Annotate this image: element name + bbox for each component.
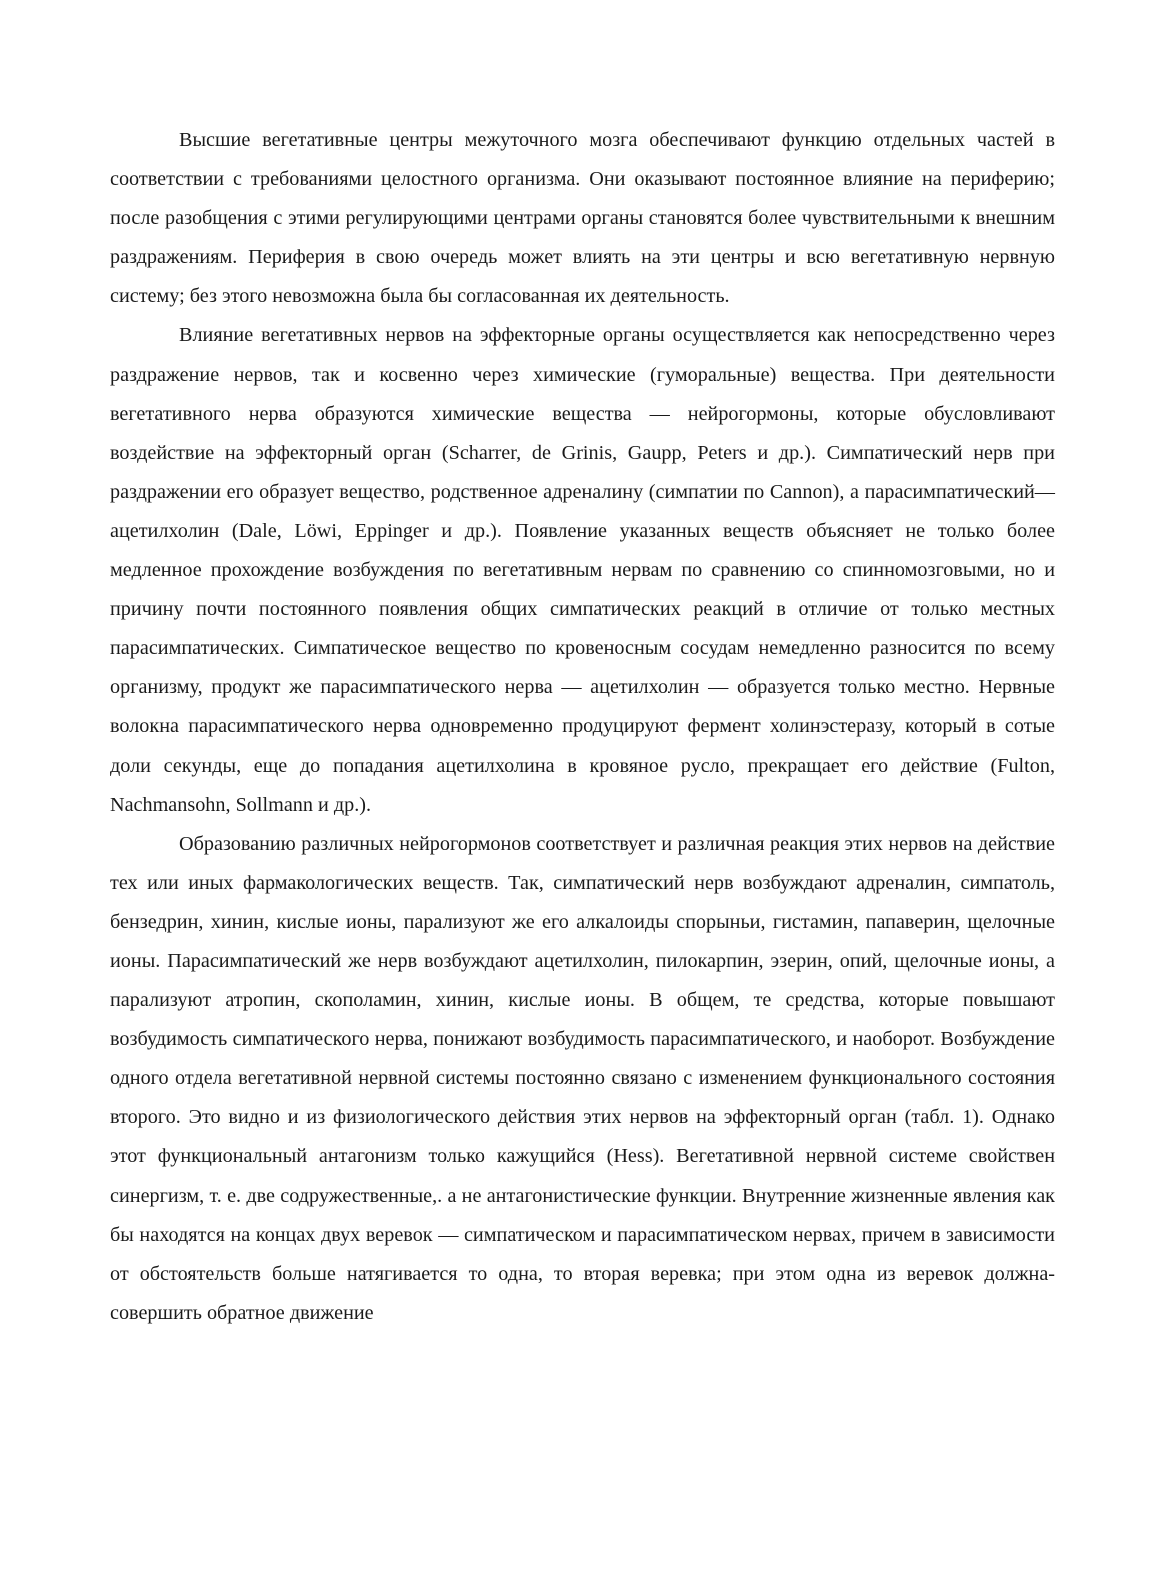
body-text [110, 121, 1055, 1333]
paragraph-2: Влияние вегетативных нервов на эффекторные органы осуществляется как непосредственно через раздражение нервов, так и косвенно через химические (гуморальные) вещества. При деятельности вегетативного нерва образуются химические вещества — нейрогормоны, которые обусловливают воздействие на эффекторный орган (Scharrer, de Grinis, Gaupp, Peters и др.). Симпатический нерв при раздражении его образует вещество, родственное адреналину (симпатии по Cannon), а парасимпатический— ацетилхолин (Dale, Löwi, Eppinger и др.). Появление указанных веществ объясняет не только более медленное прохождение возбуждения по вегетативным нервам по сравнению со спинномозговыми, но и причину почти постоянного появления общих симпатических реакций в отличие от только местных парасимпатических. Симпатическое вещество по кровеносным сосудам немедленно разносится по всему организму, продукт же парасимпатического нерва — ацетилхолин — образуется только местно. Нервные волокна парасимпатического нерва одновременно продуцируют фермент холинэстеразу, который в сотые доли секунды, еще до попадания ацетилхолина в кровяное русло, прекращает его действие (Fulton, Nachmansohn, Sollmann и др.). [110, 324, 1055, 816]
paragraph-1: Высшие вегетативные центры межуточного мозга обеспечивают функцию отдельных частей в соответствии с требованиями целостного организма. Они оказывают постоянное влияние на периферию; после разобщения с этими регулирующими центрами органы становятся более чувствительными к внешним раздражениям. Периферия в свою очередь может влиять на эти центры и всю вегетативную нервную систему; без этого невозможна была бы согласованная их деятельность. [110, 129, 1055, 308]
paragraph-3: Образованию различных нейрогормонов соответствует и различная реакция этих нервов на действие тех или иных фармакологических веществ. Так, симпатический нерв возбуждают адреналин, симпатоль, бензедрин, хинин, кислые ионы, парализуют же его алкалоиды спорыньи, гистамин, папаверин, щелочные ионы. Парасимпатический же нерв возбуждают ацетилхолин, пилокарпин, эзерин, опий, щелочные ионы, а парализуют атропин, скополамин, хинин, кислые ионы. В общем, те средства, которые повышают возбудимость симпатического нерва, понижают возбудимость парасимпатического, и наоборот. Возбуждение одного отдела вегетативной нервной системы постоянно связано с изменением функционального состояния второго. Это видно и из физиологического действия этих нервов на эффекторный орган (табл. 1). Однако этот функциональный антагонизм только кажущийся (Hess). Вегетативной нервной системе свойствен синергизм, т. е. две содружественные,. а не антагонистические функции. Внутренние жизненные явления как бы находятся на концах двух веревок — симпатическом и парасимпатическом нервах, причем в зависимости от обстоятельств больше натягивается то одна, то вторая веревка; при этом одна из веревок должна- совершить обратное движение [110, 832, 1055, 1324]
